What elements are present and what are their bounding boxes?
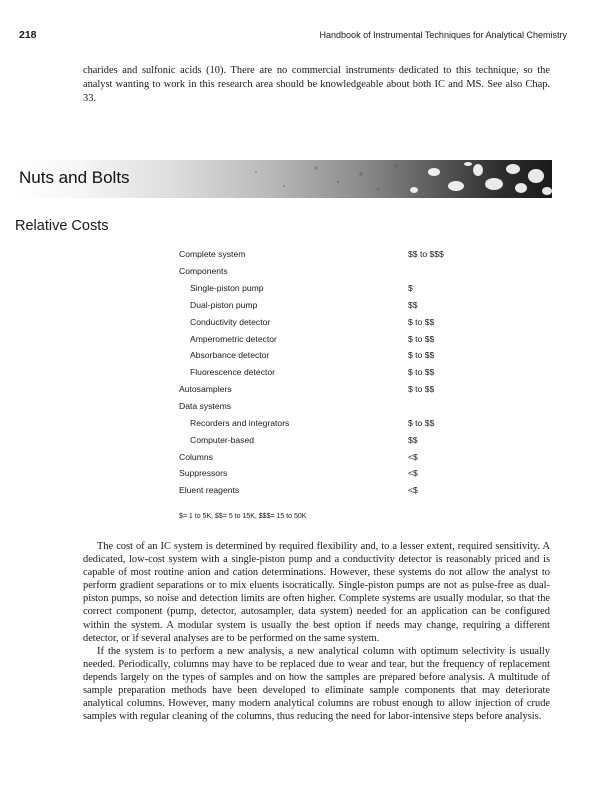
cost-item: Autosamplers [179, 384, 232, 395]
cost-value: $$ [408, 299, 418, 310]
table-row [179, 465, 478, 482]
table-row [179, 364, 478, 381]
cost-value: <$ [408, 468, 418, 479]
table-row [179, 381, 478, 398]
body-text [83, 540, 550, 723]
table-row [179, 448, 478, 465]
section-title: Nuts and Bolts [19, 168, 130, 187]
cost-value: $ to $$ [408, 333, 435, 344]
cost-item: Fluorescence detector [190, 367, 276, 378]
page-number: 218 [19, 29, 37, 41]
cost-value: $ to $$ [408, 350, 435, 361]
cost-value: $ to $$ [408, 417, 435, 428]
cost-item: Computer-based [190, 434, 255, 445]
table-row [179, 347, 478, 364]
cost-item: Amperometric detector [190, 333, 277, 344]
cost-item: Columns [179, 451, 213, 462]
body-paragraph: If the system is to perform a new analysis, a new analytical column with optimum selectivity is usually needed. Periodically, columns may have to be replaced due to wear and tear, but the frequency of replacement depends largely on the types of samples and on how the samples are prepared before analysis. A multitude of sample preparation methods have been developed to eliminate sample components that may deteriorate analytical columns. However, many modern analytical columns are robust enough to allow injection of crude samples with regular cleaning of the columns, thus reducing the need for labor-intensive steps before analysis. [83, 645, 550, 723]
table-row [179, 414, 478, 431]
cost-item: Conductivity detector [190, 316, 271, 327]
relative-costs-table [179, 246, 478, 499]
cost-item: Data systems [179, 401, 232, 412]
running-title: Handbook of Instrumental Techniques for Analytical Chemistry [319, 30, 567, 40]
cost-value [408, 398, 478, 415]
cost-value: $$ [408, 434, 418, 445]
cost-item: Complete system [179, 249, 246, 260]
cost-value: $ to $$ [408, 367, 435, 378]
cost-value: <$ [408, 451, 418, 462]
cost-item: Recorders and integrators [190, 417, 290, 428]
section-banner [16, 160, 552, 198]
cost-value: $ [408, 283, 413, 294]
table-row [179, 482, 478, 499]
body-paragraph: The cost of an IC system is determined by required flexibility and, to a lesser extent, required sensitivity. A dedicated, low-cost system with a single-piston pump and a conductivity detector is reasonably priced and is capable of most routine anion and cation determinations. However, these systems do not allow the analyst to perform gradient separations or to mix eluents isocratically. Single-piston pumps are not as pulse-free as dual-piston pumps, so noise and detection limits are often higher. Complete systems are usually modular, so that the correct component (pump, detector, autosampler, data system) needed for an application can be configured within the system. A modular system is usually the best option if needs may change, requiring a different detector, or if several analyses are to be performed on the same system. [83, 541, 550, 644]
cost-item: Dual-piston pump [190, 299, 258, 310]
table-row [179, 398, 478, 415]
cost-value: <$ [408, 485, 418, 496]
cost-value: $ to $$ [408, 384, 435, 395]
cost-value: $$ to $$$ [408, 249, 444, 260]
cost-item: Suppressors [179, 468, 228, 479]
cost-item: Eluent reagents [179, 485, 240, 496]
table-row [179, 280, 478, 297]
cost-item: Components [179, 266, 228, 277]
table-row [179, 297, 478, 314]
cost-item: Single-piston pump [190, 283, 264, 294]
table-row [179, 263, 478, 280]
table-row [179, 313, 478, 330]
table-row [179, 330, 478, 347]
intro-paragraph: charides and sulfonic acids (10). There are no commercial instruments dedicated to this technique, so the analyst wanting to work in this research area should be knowledgeable about both IC and MS. See also Chap. 33. [83, 65, 550, 104]
table-row [179, 246, 478, 263]
cost-item: Absorbance detector [190, 350, 270, 361]
cost-legend: $= 1 to 5K, $$= 5 to 15K, $$$= 15 to 50K [179, 513, 307, 520]
cost-value [408, 263, 478, 280]
table-row [179, 431, 478, 448]
cost-value: $ to $$ [408, 316, 435, 327]
subsection-title: Relative Costs [15, 218, 109, 234]
